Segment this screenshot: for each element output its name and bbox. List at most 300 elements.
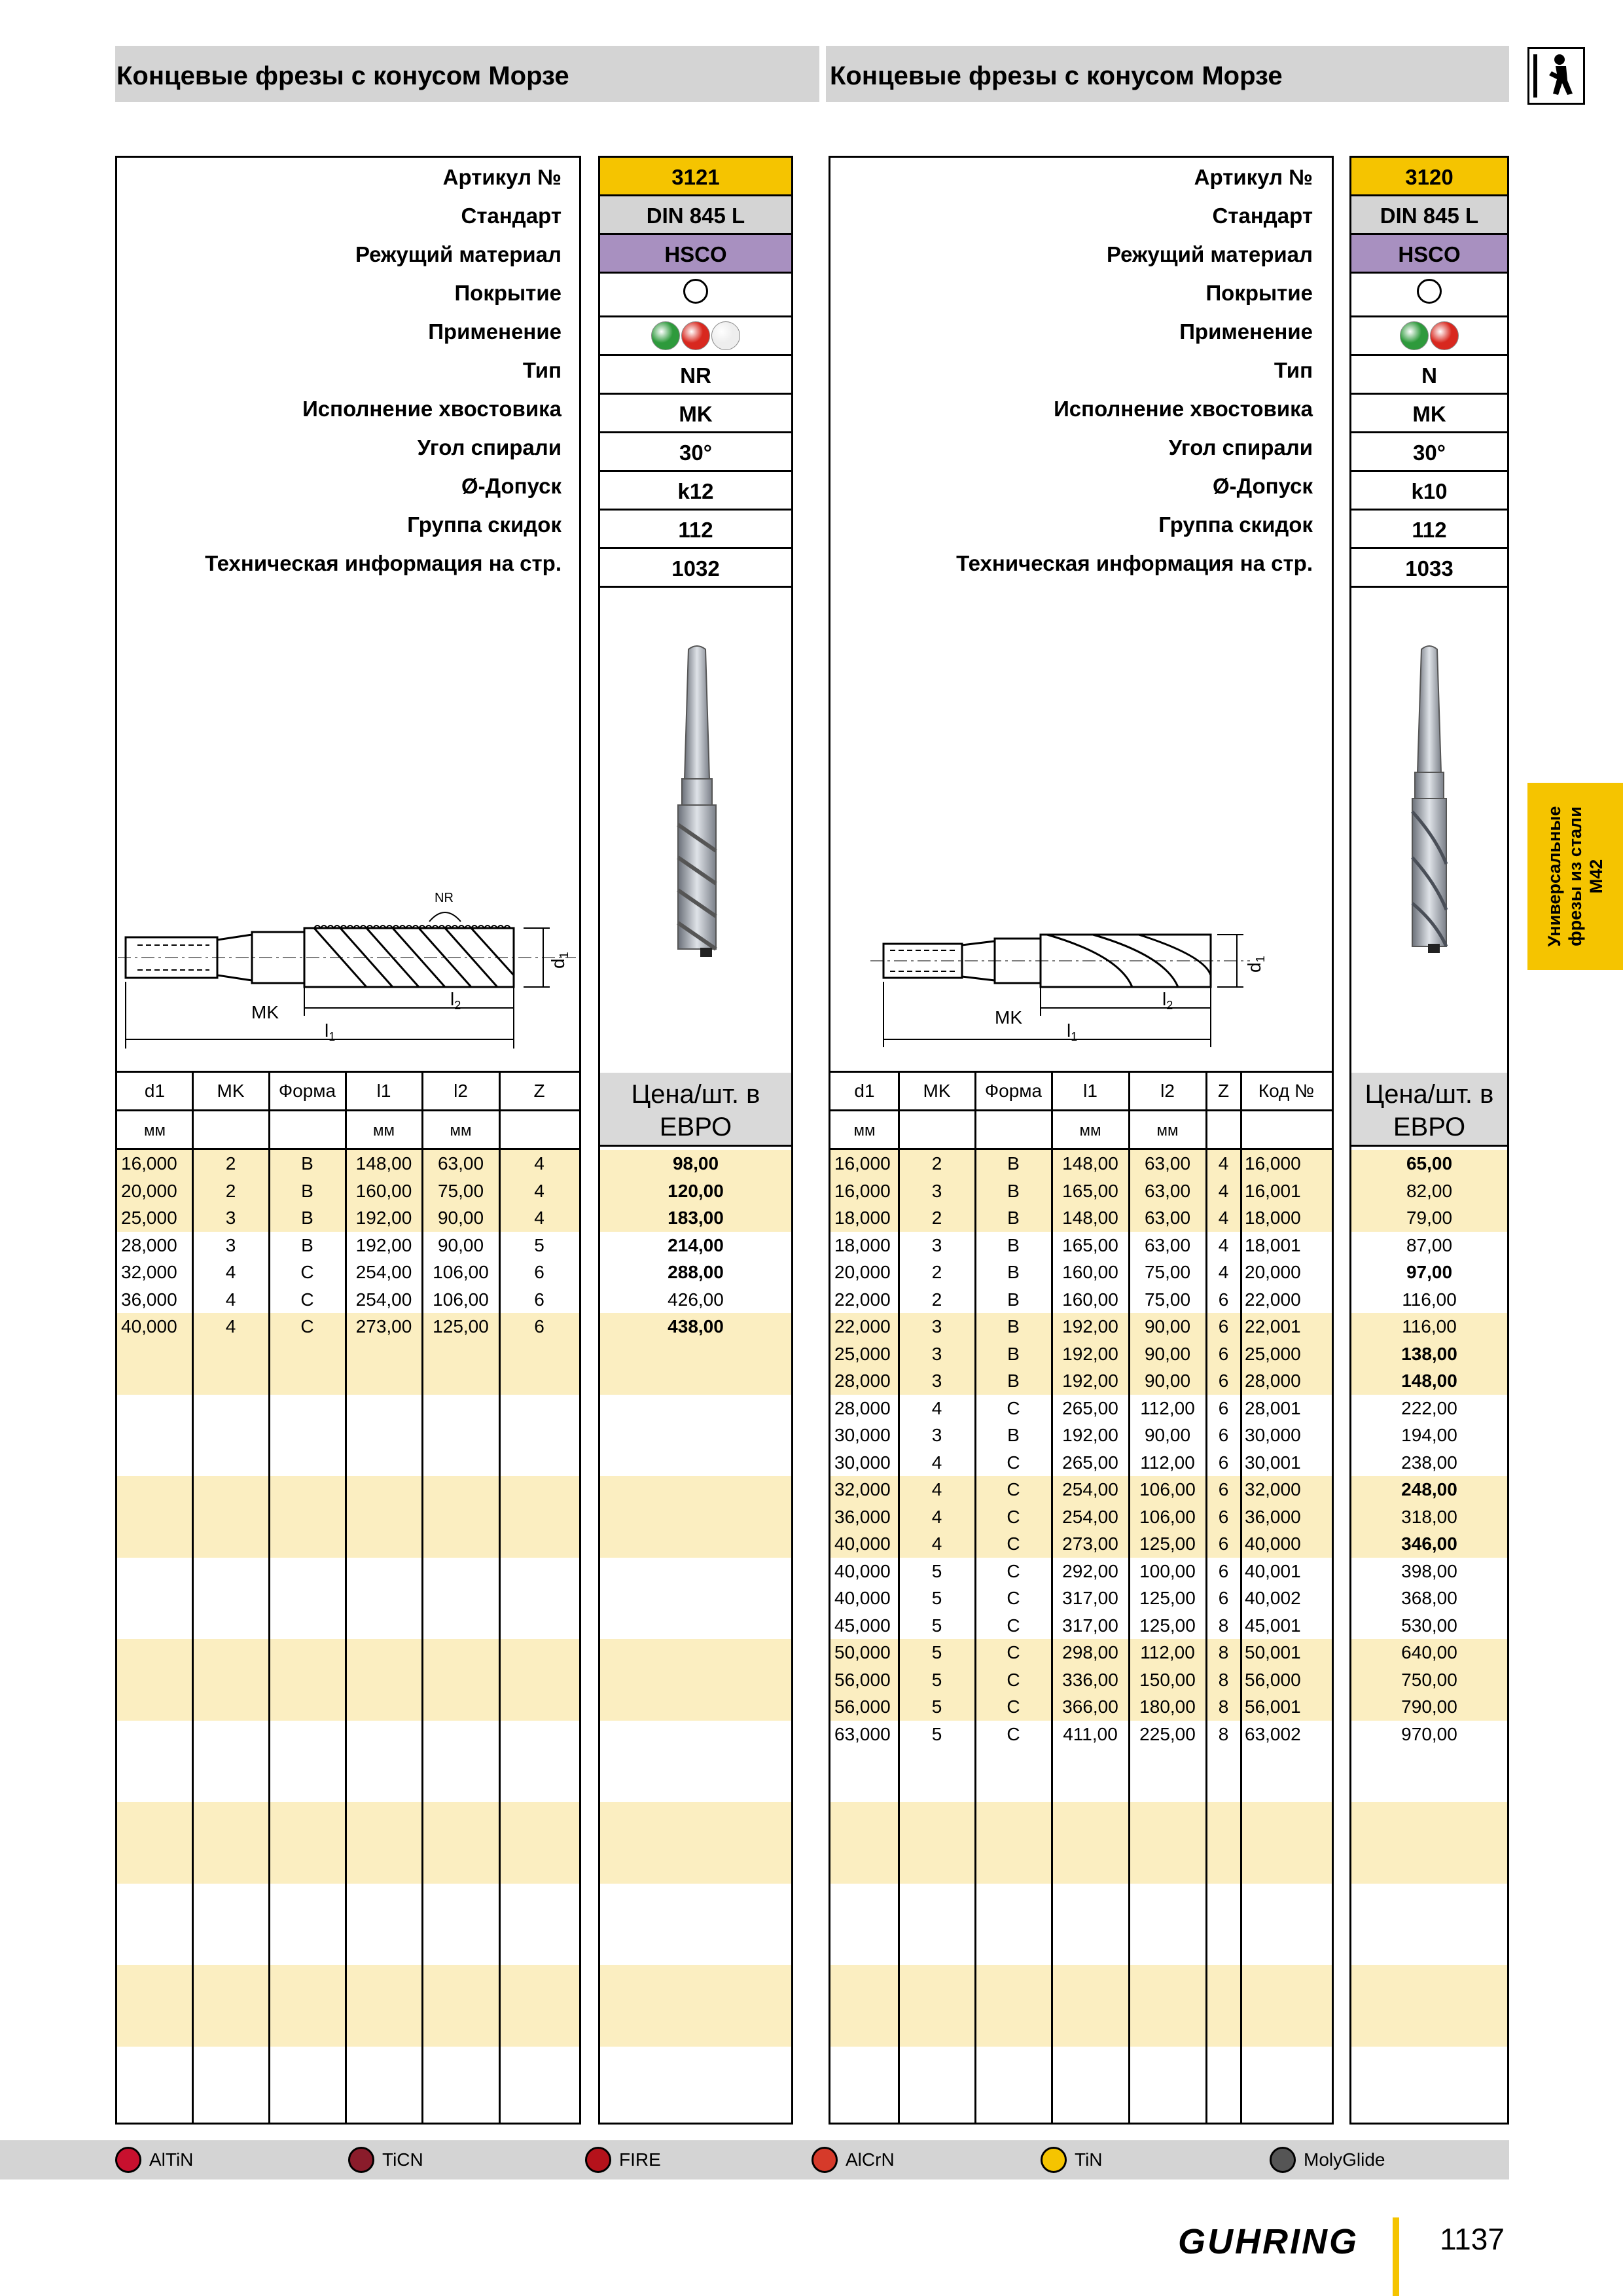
left-price-stripe: [600, 1530, 791, 1558]
right-table-cell: 5: [931, 1642, 942, 1662]
left-col-divider: [499, 1071, 501, 2125]
right-table-cell: 18,001: [1245, 1234, 1301, 1255]
right-table-cell: 5: [931, 1723, 942, 1744]
right-table-cell: C: [1007, 1696, 1020, 1717]
left-l1-label: $l_1$: [325, 1020, 336, 1043]
left-spec-label-0: Артикул №: [442, 165, 562, 189]
left-l2-label: $l_2$: [450, 989, 461, 1012]
left-price-cell: 120,00: [668, 1180, 724, 1201]
right-table-cell: 6: [1218, 1479, 1229, 1499]
left-price-stripe: [600, 1340, 791, 1368]
right-table-cell: 4: [931, 1397, 942, 1418]
right-spec-value-4: [1351, 317, 1507, 356]
left-table-cell: 3: [225, 1234, 236, 1255]
right-table-cell: 90,00: [1144, 1316, 1191, 1336]
left-table-cell: 90,00: [437, 1208, 484, 1228]
legend-item-AlTiN: [115, 2144, 193, 2176]
left-table-cell: 125,00: [433, 1316, 489, 1336]
right-table-cell: 16,000: [834, 1153, 891, 1174]
right-table-cell: 6: [1218, 1397, 1229, 1418]
left-col-unit-1: [192, 1111, 269, 1151]
right-price-cell: 530,00: [1401, 1615, 1457, 1636]
left-price-cell: 183,00: [668, 1208, 724, 1228]
left-table-cell: 63,00: [437, 1153, 484, 1174]
left-table-cell: 4: [534, 1180, 544, 1201]
right-col-unit-5: [1206, 1111, 1241, 1151]
left-col-divider: [268, 1071, 270, 2125]
left-tool-photo: [654, 641, 740, 969]
right-table-cell: 56,000: [1245, 1669, 1301, 1690]
right-spec-label-1: Стандарт: [1212, 204, 1313, 228]
right-table-cell: 5: [931, 1588, 942, 1608]
right-table-cell: C: [1007, 1615, 1020, 1636]
right-price-stripe: [1351, 2019, 1507, 2047]
left-col-header-d1: d1: [144, 1081, 166, 1101]
right-spec-value-2: HSCO: [1351, 235, 1507, 274]
right-table-cell: C: [1007, 1642, 1020, 1662]
right-table-cell: 28,000: [834, 1397, 891, 1418]
left-application-ball-0-icon: [651, 321, 680, 350]
right-price-cell: 368,00: [1401, 1588, 1457, 1608]
left-application-ball-2-icon: [711, 321, 740, 350]
right-application-ball-0-icon: [1400, 321, 1429, 350]
right-price-cell: 97,00: [1406, 1262, 1453, 1282]
left-table-cell: 28,000: [121, 1234, 177, 1255]
left-row-stripe: [117, 1476, 579, 1503]
right-table-cell: B: [1007, 1289, 1020, 1310]
left-col-header-Форма: Форма: [278, 1081, 336, 1101]
left-table-cell: 4: [225, 1262, 236, 1282]
right-row-stripe: [830, 1802, 1332, 1829]
right-price-header: Цена/шт. в ЕВРО: [1351, 1073, 1507, 1147]
right-table-cell: 22,000: [834, 1289, 891, 1310]
right-table-cell: 150,00: [1139, 1669, 1196, 1690]
right-table-cell: 32,000: [834, 1479, 891, 1499]
left-col-unit-0: мм: [144, 1122, 166, 1139]
left-price-stripe: [600, 1802, 791, 1829]
right-table-cell: 4: [1218, 1234, 1229, 1255]
legend-item-FIRE: [585, 2144, 661, 2176]
right-price-stripe: [1351, 1802, 1507, 1829]
right-table-cell: 28,000: [834, 1371, 891, 1391]
right-table-cell: 2: [931, 1153, 942, 1174]
right-table-cell: 63,00: [1144, 1153, 1191, 1174]
right-price-cell: 318,00: [1401, 1506, 1457, 1527]
left-col-header-Z: Z: [533, 1081, 545, 1101]
right-col-unit-6: [1241, 1111, 1332, 1151]
left-profile-label: NR: [435, 891, 454, 905]
right-price-cell: 970,00: [1401, 1723, 1457, 1744]
left-row-stripe: [117, 1503, 579, 1531]
right-row-stripe: [830, 1856, 1332, 1884]
right-table-cell: 30,000: [1245, 1425, 1301, 1445]
left-price-stripe: [600, 1693, 791, 1721]
right-table-cell: 112,00: [1140, 1397, 1195, 1418]
left-table-cell: 4: [225, 1289, 236, 1310]
right-table-cell: 2: [931, 1262, 942, 1282]
left-application-balls: [600, 317, 791, 350]
left-table-cell: 254,00: [355, 1289, 412, 1310]
right-table-cell: 30,001: [1245, 1452, 1301, 1473]
right-table-cell: 411,00: [1063, 1723, 1118, 1744]
left-price-cell: 98,00: [672, 1153, 719, 1174]
right-col-header-Форма: Форма: [984, 1081, 1043, 1101]
left-table-cell: 4: [534, 1153, 544, 1174]
right-table-cell: 298,00: [1062, 1642, 1118, 1662]
right-col-divider: [1240, 1071, 1242, 2125]
right-table-cell: 18,000: [834, 1208, 891, 1228]
right-table-cell: C: [1007, 1560, 1020, 1581]
right-price-cell: 222,00: [1401, 1397, 1457, 1418]
left-table-cell: 6: [534, 1262, 544, 1282]
left-row-stripe: [117, 1666, 579, 1694]
legend-label: AlTiN: [149, 2149, 194, 2170]
right-price-stripe: [1351, 1856, 1507, 1884]
right-price-cell: 248,00: [1401, 1479, 1457, 1499]
left-price-stripe: [600, 1992, 791, 2020]
right-col-divider: [1128, 1071, 1130, 2125]
left-spec-value-6: MK: [600, 395, 791, 433]
right-price-cell: 346,00: [1401, 1534, 1457, 1554]
right-table-cell: 8: [1218, 1696, 1229, 1717]
left-col-divider: [192, 1071, 194, 2125]
right-row-stripe: [830, 1992, 1332, 2020]
page-title-left: Концевые фрезы с конусом Морзе: [116, 62, 569, 90]
legend-label: TiCN: [382, 2149, 423, 2170]
right-table-cell: 45,001: [1245, 1615, 1301, 1636]
left-spec-label-3: Покрытие: [454, 281, 562, 305]
right-price-cell: 640,00: [1401, 1642, 1457, 1662]
right-table-cell: 112,00: [1140, 1452, 1195, 1473]
left-row-stripe: [117, 1530, 579, 1558]
right-price-cell: 65,00: [1406, 1153, 1453, 1174]
right-spec-label-7: Угол спирали: [1168, 435, 1313, 459]
right-table-cell: 6: [1218, 1371, 1229, 1391]
left-spec-value-5: NR: [600, 356, 791, 395]
right-table-cell: 148,00: [1062, 1208, 1118, 1228]
left-tool-drawing: [118, 877, 576, 1060]
right-mk-label: MK: [995, 1007, 1022, 1028]
right-price-cell: 82,00: [1406, 1180, 1453, 1201]
left-price-stripe: [600, 1965, 791, 1992]
fire-icon: [585, 2147, 611, 2173]
right-table-cell: 160,00: [1062, 1289, 1118, 1310]
left-spec-value-3: [600, 279, 791, 317]
right-table-cell: 36,000: [1245, 1506, 1301, 1527]
left-table-cell: 106,00: [433, 1289, 489, 1310]
left-spec-value-10: 1032: [600, 549, 791, 588]
right-col-unit-2: [975, 1111, 1052, 1151]
right-table-cell: 75,00: [1144, 1262, 1191, 1282]
right-table-cell: 30,000: [834, 1452, 891, 1473]
left-table-cell: 254,00: [355, 1262, 412, 1282]
left-table-cell: 160,00: [355, 1180, 412, 1201]
right-table-cell: 3: [931, 1234, 942, 1255]
right-table-cell: 30,000: [834, 1425, 891, 1445]
right-row-stripe: [830, 2019, 1332, 2047]
right-table-cell: 6: [1218, 1560, 1229, 1581]
right-table-cell: 366,00: [1062, 1696, 1118, 1717]
right-table-cell: 90,00: [1144, 1343, 1191, 1364]
right-table-cell: 4: [931, 1506, 942, 1527]
right-table-cell: 22,000: [1245, 1289, 1301, 1310]
left-spec-value-1: DIN 845 L: [600, 196, 791, 235]
legend-item-AlCrN: [812, 2144, 895, 2176]
right-table-cell: 4: [931, 1452, 942, 1473]
right-price-stripe: [1351, 1965, 1507, 1992]
right-price-cell: 238,00: [1401, 1452, 1457, 1473]
right-application-ball-1-icon: [1430, 321, 1459, 350]
right-table-cell: 25,000: [1245, 1343, 1301, 1364]
right-table-cell: 18,000: [834, 1234, 891, 1255]
right-table-cell: 254,00: [1062, 1479, 1118, 1499]
right-table-cell: 63,000: [834, 1723, 891, 1744]
right-spec-labels: [838, 158, 1313, 583]
category-side-tab-label: Универсальные фрезы из стали М42: [1544, 806, 1606, 947]
legend-label: TiN: [1075, 2149, 1103, 2170]
right-table-cell: 3: [931, 1425, 942, 1445]
left-spec-value-7: 30°: [600, 433, 791, 472]
right-table-cell: C: [1007, 1669, 1020, 1690]
left-price-stripe: [600, 1639, 791, 1666]
right-table-cell: B: [1007, 1234, 1020, 1255]
left-table-cell: 106,00: [433, 1262, 489, 1282]
left-table-cell: 75,00: [437, 1180, 484, 1201]
left-table-cell: 36,000: [121, 1289, 177, 1310]
left-row-stripe: [117, 1992, 579, 2020]
right-table-cell: 4: [1218, 1208, 1229, 1228]
left-table-cell: 148,00: [355, 1153, 412, 1174]
right-table-cell: 50,000: [834, 1642, 891, 1662]
left-spec-label-9: Группа скидок: [407, 512, 562, 537]
right-col-header-Z: Z: [1217, 1081, 1230, 1101]
altin-icon: [115, 2147, 141, 2173]
right-table-cell: C: [1007, 1479, 1020, 1499]
right-table-cell: 3: [931, 1316, 942, 1336]
right-table-cell: C: [1007, 1397, 1020, 1418]
right-table-cell: 8: [1218, 1642, 1229, 1662]
left-row-stripe: [117, 1856, 579, 1884]
right-l2-label: $l_2$: [1162, 989, 1173, 1012]
left-table-cell: 16,000: [121, 1153, 177, 1174]
left-mk-label: MK: [251, 1002, 279, 1022]
right-table-cell: 32,000: [1245, 1479, 1301, 1499]
right-table-cell: 4: [1218, 1153, 1229, 1174]
right-table-cell: 317,00: [1062, 1588, 1118, 1608]
right-table-cell: 3: [931, 1343, 942, 1364]
left-spec-label-10: Техническая информация на стр.: [205, 551, 562, 575]
page-title-right: Концевые фрезы с конусом Морзе: [830, 62, 1283, 90]
right-table-cell: 2: [931, 1289, 942, 1310]
right-table-cell: 16,001: [1245, 1180, 1301, 1201]
left-spec-label-6: Исполнение хвостовика: [302, 397, 562, 421]
legend-item-TiN: [1041, 2144, 1103, 2176]
right-col-divider: [1205, 1071, 1207, 2125]
right-table-cell: 225,00: [1139, 1723, 1196, 1744]
right-table-cell: C: [1007, 1723, 1020, 1744]
right-spec-value-6: MK: [1351, 395, 1507, 433]
left-spec-value-0: 3121: [600, 158, 791, 196]
right-price-cell: 148,00: [1401, 1371, 1457, 1391]
right-table-cell: 6: [1218, 1343, 1229, 1364]
left-spec-value-4: [600, 317, 791, 356]
right-table-cell: C: [1007, 1534, 1020, 1554]
right-table-cell: 125,00: [1139, 1534, 1196, 1554]
right-price-cell: 750,00: [1401, 1669, 1457, 1690]
right-table-cell: B: [1007, 1343, 1020, 1364]
left-col-header-l2: l2: [454, 1081, 468, 1101]
right-table-cell: 28,000: [1245, 1371, 1301, 1391]
right-spec-label-5: Тип: [1274, 358, 1313, 382]
right-table-cell: 2: [931, 1208, 942, 1228]
right-table-cell: 45,000: [834, 1615, 891, 1636]
right-col-header-l1: l1: [1083, 1081, 1097, 1101]
right-spec-value-5: N: [1351, 356, 1507, 395]
left-price-stripe: [600, 1367, 791, 1395]
left-col-header-MK: MK: [217, 1081, 245, 1101]
page-number-bar: [1393, 2217, 1399, 2296]
left-table-cell: 32,000: [121, 1262, 177, 1282]
right-spec-value-10: 1033: [1351, 549, 1507, 588]
left-table-cell: 3: [225, 1208, 236, 1228]
left-price-cell: 426,00: [668, 1289, 724, 1310]
molyglide-icon: [1270, 2147, 1296, 2173]
right-table-cell: 317,00: [1062, 1615, 1118, 1636]
left-price-stripe: [600, 1829, 791, 1857]
right-table-cell: B: [1007, 1262, 1020, 1282]
left-table-cell: 4: [534, 1208, 544, 1228]
right-price-cell: 398,00: [1401, 1560, 1457, 1581]
right-table-cell: 20,000: [1245, 1262, 1301, 1282]
left-table-cell: 273,00: [355, 1316, 412, 1336]
right-col-header-MK: MK: [923, 1081, 951, 1101]
right-d1-label: $d_1$: [1244, 956, 1267, 973]
right-table-cell: B: [1007, 1153, 1020, 1174]
right-table-cell: 165,00: [1062, 1180, 1118, 1201]
right-spec-label-2: Режущий материал: [1106, 242, 1313, 266]
left-spec-label-5: Тип: [522, 358, 562, 382]
right-table-cell: C: [1007, 1506, 1020, 1527]
running-man-icon: [1527, 47, 1585, 105]
right-table-cell: 22,000: [834, 1316, 891, 1336]
left-table-cell: B: [301, 1180, 313, 1201]
right-table-cell: 20,000: [834, 1262, 891, 1282]
left-price-stripe: [600, 1503, 791, 1531]
left-table-cell: 40,000: [121, 1316, 177, 1336]
right-application-balls: [1351, 317, 1507, 350]
right-table-cell: 50,001: [1245, 1642, 1301, 1662]
right-spec-values: [1351, 158, 1507, 588]
right-table-cell: B: [1007, 1316, 1020, 1336]
right-table-cell: 6: [1218, 1425, 1229, 1445]
right-table-cell: 106,00: [1139, 1506, 1196, 1527]
right-table-cell: 90,00: [1144, 1371, 1191, 1391]
right-col-divider: [1051, 1071, 1053, 2125]
right-table-cell: 40,002: [1245, 1588, 1301, 1608]
left-table-cell: B: [301, 1208, 313, 1228]
right-col-unit-1: [899, 1111, 975, 1151]
left-table-cell: 192,00: [355, 1234, 412, 1255]
right-table-cell: 4: [1218, 1180, 1229, 1201]
right-row-stripe: [830, 1965, 1332, 1992]
right-table-cell: 22,001: [1245, 1316, 1301, 1336]
left-price-stripe: [600, 1476, 791, 1503]
right-table-cell: B: [1007, 1425, 1020, 1445]
right-table-cell: 90,00: [1144, 1425, 1191, 1445]
right-price-cell: 87,00: [1406, 1234, 1453, 1255]
right-table-cell: 4: [931, 1534, 942, 1554]
left-spec-label-2: Режущий материал: [355, 242, 562, 266]
right-table-cell: 40,000: [834, 1534, 891, 1554]
left-table-cell: 90,00: [437, 1234, 484, 1255]
right-tool-photo: [1390, 641, 1469, 969]
left-price-cell: 288,00: [668, 1262, 724, 1282]
right-spec-label-4: Применение: [1179, 319, 1313, 344]
left-col-unit-3: мм: [373, 1122, 395, 1139]
left-application-ball-1-icon: [681, 321, 710, 350]
right-price-cell: 790,00: [1401, 1696, 1457, 1717]
right-table-cell: 5: [931, 1696, 942, 1717]
right-table-cell: 6: [1218, 1506, 1229, 1527]
right-col-divider: [974, 1071, 976, 2125]
right-spec-value-9: 112: [1351, 511, 1507, 549]
right-table-cell: 4: [931, 1479, 942, 1499]
right-spec-label-6: Исполнение хвостовика: [1054, 397, 1313, 421]
right-table-cell: 16,000: [834, 1180, 891, 1201]
left-spec-value-2: HSCO: [600, 235, 791, 274]
right-table-cell: 265,00: [1062, 1452, 1118, 1473]
right-col-unit-3: мм: [1079, 1122, 1101, 1139]
right-table-cell: 28,001: [1245, 1397, 1301, 1418]
right-spec-value-1: DIN 845 L: [1351, 196, 1507, 235]
right-table-cell: 292,00: [1062, 1560, 1118, 1581]
left-table-cell: B: [301, 1153, 313, 1174]
left-table-cell: 6: [534, 1289, 544, 1310]
left-table-cell: 6: [534, 1316, 544, 1336]
right-spec-label-9: Группа скидок: [1158, 512, 1313, 537]
left-col-header-l1: l1: [376, 1081, 391, 1101]
tin-icon: [1041, 2147, 1067, 2173]
left-price-cell: 214,00: [668, 1234, 724, 1255]
right-table-cell: 40,000: [1245, 1534, 1301, 1554]
right-table-cell: 165,00: [1062, 1234, 1118, 1255]
right-table-cell: 3: [931, 1371, 942, 1391]
right-price-cell: 116,00: [1402, 1289, 1457, 1310]
left-col-unit-5: [499, 1111, 579, 1151]
legend-label: FIRE: [619, 2149, 661, 2170]
right-table-cell: 4: [1218, 1262, 1229, 1282]
right-table-cell: 56,001: [1245, 1696, 1301, 1717]
left-table-cell: 2: [225, 1153, 236, 1174]
right-table-cell: 40,000: [834, 1560, 891, 1581]
right-price-cell: 138,00: [1401, 1343, 1457, 1364]
right-table-cell: 36,000: [834, 1506, 891, 1527]
right-table-cell: 112,00: [1140, 1642, 1195, 1662]
right-table-cell: 8: [1218, 1669, 1229, 1690]
left-spec-value-8: k12: [600, 472, 791, 511]
right-table-cell: 3: [931, 1180, 942, 1201]
right-spec-label-0: Артикул №: [1194, 165, 1313, 189]
right-price-cell: 79,00: [1406, 1208, 1453, 1228]
right-table-cell: 265,00: [1062, 1397, 1118, 1418]
left-d1-label: $d_1$: [548, 952, 571, 969]
right-table-cell: 56,000: [834, 1696, 891, 1717]
left-row-stripe: [117, 1693, 579, 1721]
right-table-cell: 6: [1218, 1588, 1229, 1608]
right-table-cell: 16,000: [1245, 1153, 1301, 1174]
legend-item-TiCN: [348, 2144, 423, 2176]
left-table-cell: B: [301, 1234, 313, 1255]
